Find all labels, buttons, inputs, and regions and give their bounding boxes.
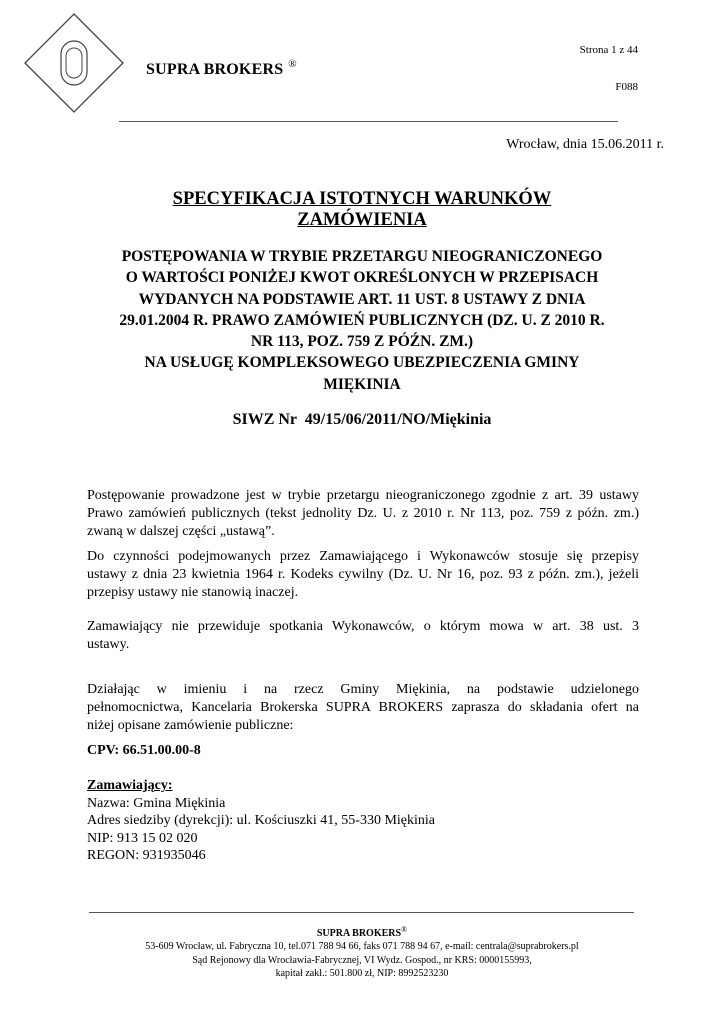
procedure-line: O WARTOŚCI PONIŻEJ KWOT OKREŚLONYCH W PRZEPISACH	[125, 269, 599, 287]
procedure-description	[80, 246, 644, 395]
procedure-line: WYDANYCH NA PODSTAWIE ART. 11 UST. 8 USTAWY Z DNIA	[138, 290, 586, 308]
document-title-line: ZAMÓWIENIA	[297, 210, 427, 230]
orderer-heading: Zamawiający:	[87, 778, 173, 793]
header-divider	[119, 121, 618, 122]
cpv-code: CPV: 66.51.00.00-8	[87, 743, 201, 758]
header-brand: SUPRA BROKERS ®	[146, 58, 297, 78]
paragraph-line: zwaną w dalszej części „ustawą”.	[87, 524, 275, 540]
footer	[40, 923, 684, 981]
footer-address: 53-609 Wrocław, ul. Fabryczna 10, tel.071 788 94 66, faks 071 788 94 67, e-mail: centrala@suprabrokers.pl	[145, 941, 579, 953]
footer-capital: kapitał zakł.: 501.800 zł, NIP: 8992523230	[275, 968, 449, 980]
orderer-details	[87, 777, 435, 865]
footer-divider	[89, 912, 634, 913]
paragraph-procedure-mode	[87, 487, 639, 542]
paragraph-invitation	[87, 681, 639, 736]
paragraph-civil-code	[87, 548, 639, 603]
orderer-nip: NIP: 913 15 02 020	[87, 830, 198, 846]
document-title	[100, 189, 624, 231]
procedure-line: NR 113, POZ. 759 Z PÓŹN. ZM.)	[250, 333, 474, 351]
orderer-address: Adres siedziby (dyrekcji): ul. Kościuszki 41, 55-330 Miękinia	[87, 813, 435, 828]
paragraph-line: pełnomocnictwa, Kancelaria Brokerska SUPRA BROKERS zaprasza do składania ofert na	[87, 700, 639, 716]
procedure-line: MIĘKINIA	[323, 375, 401, 393]
procedure-line: POSTĘPOWANIA W TRYBIE PRZETARGU NIEOGRANICZONEGO	[121, 248, 603, 265]
paragraph-line: Do czynności podejmowanych przez Zamawiającego i Wykonawców stosuje się przepisy	[87, 549, 639, 564]
procedure-line: 29.01.2004 R. PRAWO ZAMÓWIEŃ PUBLICZNYCH (DZ. U. Z 2010 R.	[119, 311, 605, 329]
paragraph-no-meeting	[87, 618, 639, 654]
supra-brokers-logo-icon	[22, 11, 126, 115]
document-title-line: SPECYFIKACJA ISTOTNYCH WARUNKÓW	[172, 189, 552, 209]
place-date: Wrocław, dnia 15.06.2011 r.	[506, 137, 664, 152]
form-code: F088	[615, 81, 638, 93]
orderer-name: Nazwa: Gmina Miękinia	[87, 795, 226, 811]
paragraph-line: ustawy.	[87, 637, 130, 653]
procedure-line: NA USŁUGĘ KOMPLEKSOWEGO UBEZPIECZENIA GMINY	[144, 354, 580, 372]
paragraph-line: Postępowanie prowadzone jest w trybie przetargu nieograniczonego zgodnie z art. 39 ustawy	[87, 488, 639, 503]
paragraph-line: przepisy ustawy nie stanowią inaczej.	[87, 585, 299, 601]
orderer-regon: REGON: 931935046	[87, 848, 206, 863]
paragraph-line: niżej opisane zamówienie publiczne:	[87, 718, 294, 734]
paragraph-line: Działając w imieniu i na rzecz Gminy Miękinia, na podstawie udzielonego	[87, 682, 639, 697]
paragraph-line: Zamawiający nie przewiduje spotkania Wykonawców, o którym mowa w art. 38 ust. 3	[87, 619, 639, 634]
footer-brand: SUPRA BROKERS®	[316, 925, 408, 939]
siwz-number: SIWZ Nr 49/15/06/2011/NO/Miękinia	[232, 411, 492, 428]
paragraph-line: Prawo zamówień publicznych (tekst jednolity Dz. U. z 2010 r. Nr 113, poz. 759 z późn. zm.)	[87, 506, 639, 522]
paragraph-line: ustawy z dnia 23 kwietnia 1964 r. Kodeks cywilny (Dz. U. Nr 16, poz. 93 z późn. zm.), jeżeli	[87, 567, 639, 583]
footer-court: Sąd Rejonowy dla Wrocławia-Fabrycznej, VI Wydz. Gospod., nr KRS: 0000155993,	[192, 954, 532, 966]
page-number: Strona 1 z 44	[579, 44, 638, 56]
